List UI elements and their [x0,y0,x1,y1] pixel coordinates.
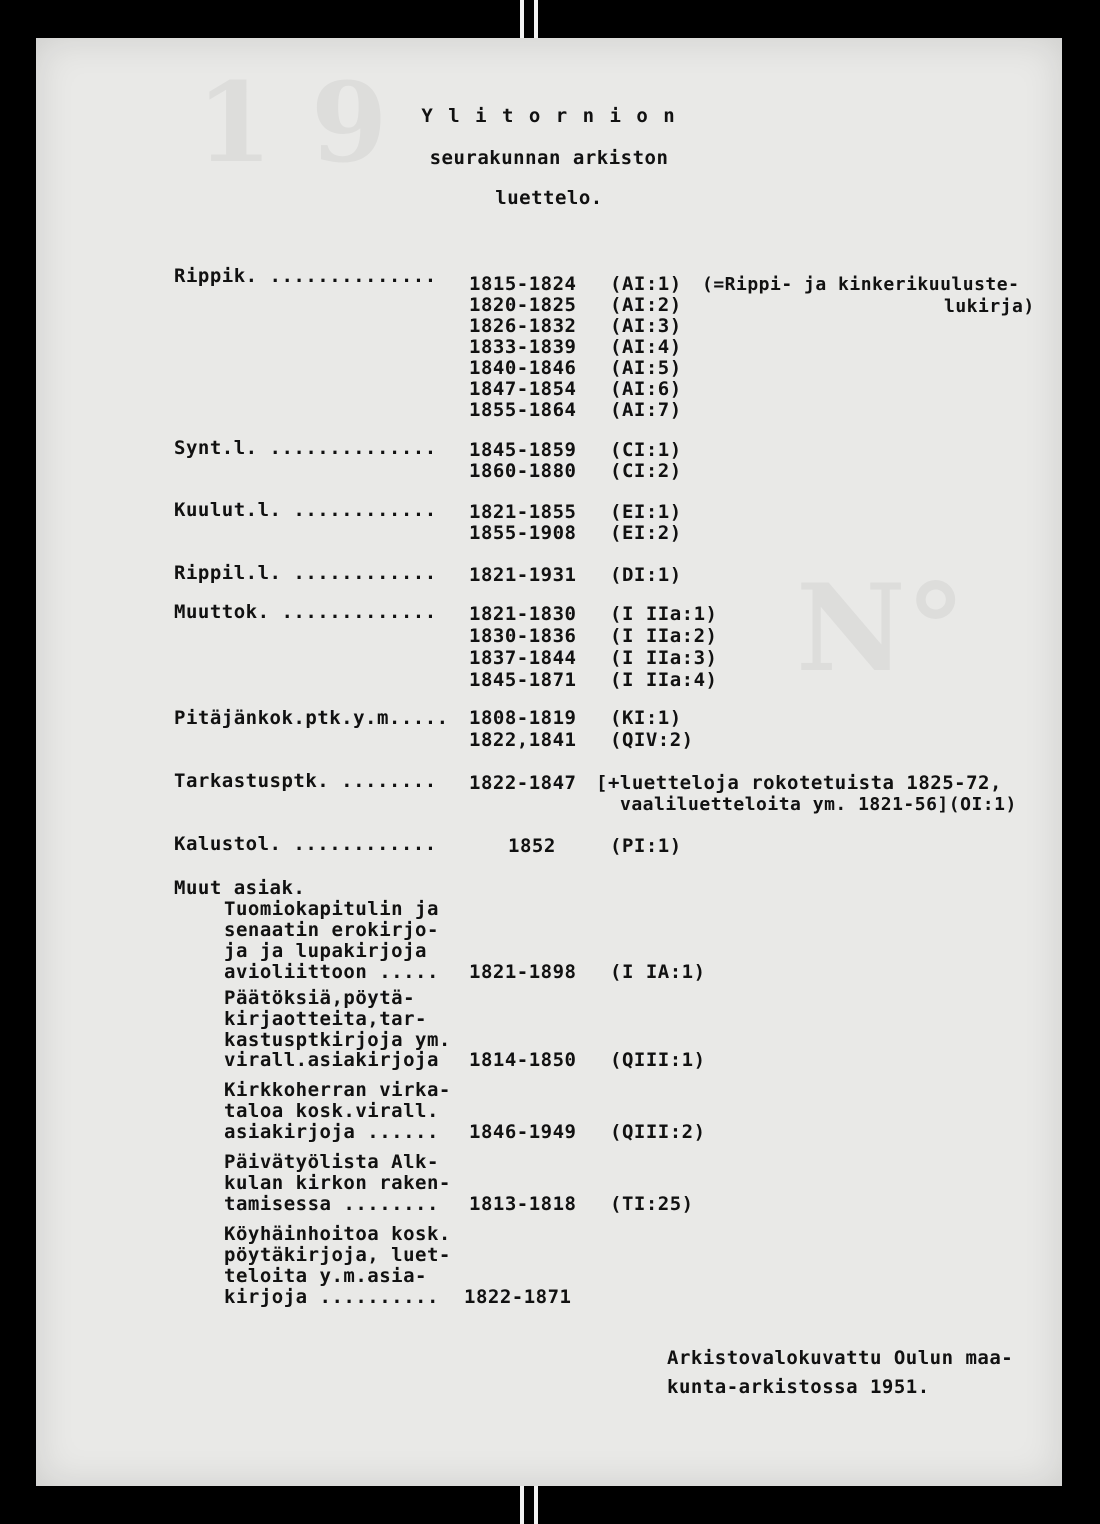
year-range: 1855-1864 [469,399,577,421]
rippil-label: Rippil.l. ............ [174,562,437,584]
archive-code: (AI:4) [610,336,682,358]
year-range: 1821-1855 [469,501,577,523]
archive-code: (KI:1) [610,707,682,729]
title-line-3: luettelo. [495,187,603,209]
document-description: kirjoja .......... [224,1286,439,1308]
year-range: 1846-1949 [469,1121,577,1143]
document-description: asiakirjoja ...... [224,1121,439,1143]
archive-code: (QIII:1) [610,1049,706,1071]
year-range: 1855-1908 [469,522,577,544]
tarkastusptk-label: Tarkastusptk. ........ [174,770,437,792]
title-line-1: Y l i t o r n i o n [421,105,677,127]
archive-code: (PI:1) [610,835,682,857]
archive-code: (DI:1) [610,564,682,586]
year-range: 1813-1818 [469,1193,577,1215]
year-range: 1822-1871 [464,1286,572,1308]
year-range: 1845-1871 [469,669,577,691]
archive-code: (I IIa:4) [610,669,718,691]
archive-code: (TI:25) [610,1193,694,1215]
document-description: Päivätyölista Alk- [224,1151,439,1173]
year-range: 1847-1854 [469,378,577,400]
year-range: 1826-1832 [469,315,577,337]
pitajankok-label: Pitäjänkok.ptk.y.m..... [174,707,449,729]
archive-code: (AI:2) [610,294,682,316]
document-description: kulan kirkon raken- [224,1172,451,1194]
muuttok-label: Muuttok. ............. [174,601,437,623]
year-range: 1822,1841 [469,729,577,751]
year-range: 1820-1825 [469,294,577,316]
footer-line-1: Arkistovalokuvattu Oulun maa- [667,1347,1014,1369]
muut-asiak-label: Muut asiak. [174,877,306,899]
footer-line-2: kunta-arkistossa 1951. [667,1376,930,1398]
year-range: 1814-1850 [469,1049,577,1071]
archive-code: (QIII:2) [610,1121,706,1143]
document-description: tamisessa ........ [224,1193,439,1215]
year-range: 1840-1846 [469,357,577,379]
tarkastus-note: vaaliluetteloita ym. 1821-56](OI:1) [620,794,1017,815]
archive-code: (QIV:2) [610,729,694,751]
archive-code: (AI:1) [610,273,682,295]
stamp-watermark: N° [796,558,966,699]
year-range: 1830-1836 [469,625,577,647]
year-range: 1852 [508,835,556,857]
title-line-2: seurakunnan arkiston [429,147,669,169]
year-range: 1821-1898 [469,961,577,983]
document-description: teloita y.m.asia- [224,1265,427,1287]
archive-code: (I IIa:3) [610,647,718,669]
year-range: 1833-1839 [469,336,577,358]
year-range: 1821-1830 [469,603,577,625]
year-range: 1845-1859 [469,439,577,461]
kuulut-label: Kuulut.l. ............ [174,499,437,521]
archive-code: (CI:2) [610,460,682,482]
archive-code: (EI:2) [610,522,682,544]
archive-code: (I IA:1) [610,961,706,983]
document-description: kastusptkirjoja ym. [224,1029,451,1051]
document-description: virall.asiakirjoja [224,1049,439,1071]
document-description: senaatin erokirjo- [224,919,439,941]
document-description: ja ja lupakirjoja [224,940,427,962]
film-mark-bottom [520,1486,524,1524]
archive-code: (CI:1) [610,439,682,461]
document-page [36,38,1062,1486]
stamp-watermark: 1 9 [196,58,388,187]
document-description: pöytäkirjoja, luet- [224,1244,451,1266]
archive-code: (I IIa:2) [610,625,718,647]
year-range: 1822-1847 [469,772,577,794]
rippik-label: Rippik. .............. [174,265,437,287]
film-mark-bottom [534,1486,538,1524]
document-description: Päätöksiä,pöytä- [224,987,416,1009]
archive-code: (AI:5) [610,357,682,379]
tarkastus-note: [+luetteloja rokotetuista 1825-72, [596,772,1002,794]
year-range: 1821-1931 [469,564,577,586]
year-range: 1815-1824 [469,273,577,295]
year-range: 1808-1819 [469,707,577,729]
rippik-note: lukirja) [944,296,1035,317]
rippik-note: (=Rippi- ja kinkerikuuluste- [702,274,1020,295]
archive-code: (AI:3) [610,315,682,337]
film-mark-top [534,0,538,40]
kalustol-label: Kalustol. ............ [174,833,437,855]
document-description: Kirkkoherran virka- [224,1079,451,1101]
document-description: kirjaotteita,tar- [224,1008,427,1030]
archive-code: (EI:1) [610,501,682,523]
document-description: Tuomiokapitulin ja [224,898,439,920]
document-description: taloa kosk.virall. [224,1100,439,1122]
film-mark-top [520,0,524,40]
synt-label: Synt.l. .............. [174,437,437,459]
document-description: Köyhäinhoitoa kosk. [224,1223,451,1245]
archive-code: (I IIa:1) [610,603,718,625]
archive-code: (AI:6) [610,378,682,400]
document-description: avioliittoon ..... [224,961,439,983]
archive-code: (AI:7) [610,399,682,421]
year-range: 1837-1844 [469,647,577,669]
year-range: 1860-1880 [469,460,577,482]
